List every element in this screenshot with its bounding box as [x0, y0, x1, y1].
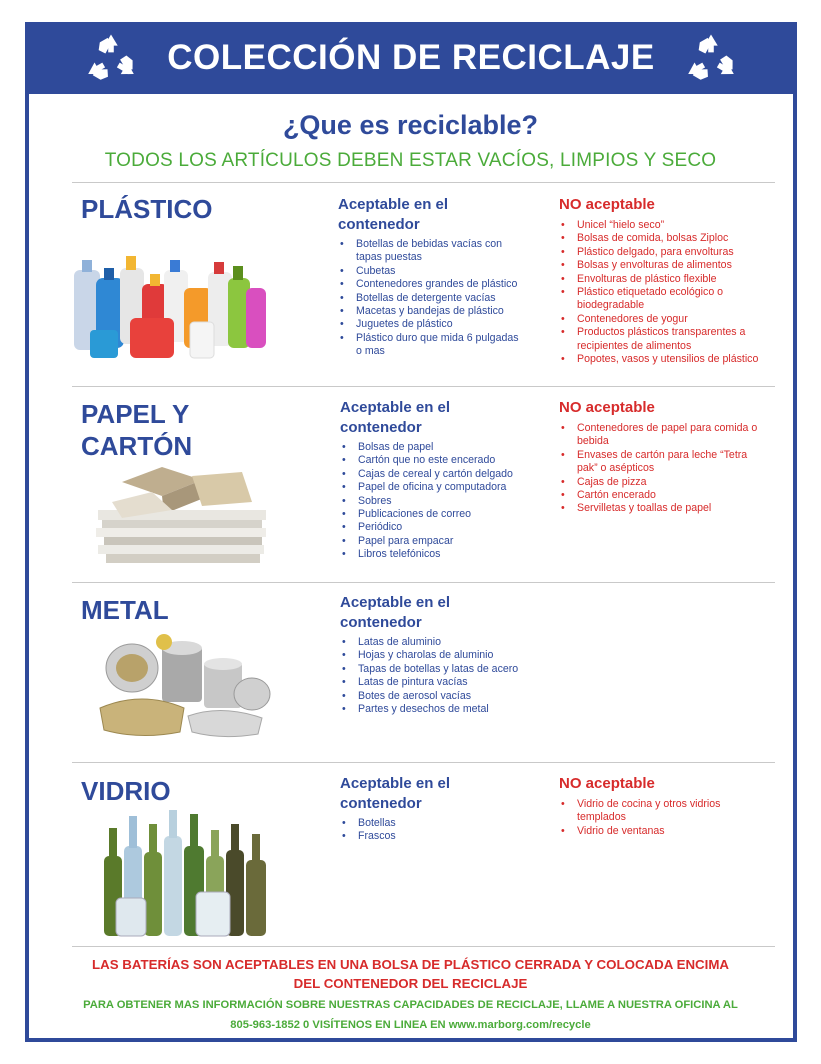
- list-item: • Plástico duro que mida 6 pulgadas o mas: [338, 332, 520, 359]
- subtitle: ¿Que es reciclable?: [282, 110, 539, 140]
- contact-line: PARA OBTENER MAS INFORMACIÓN SOBRE NUESTRAS CAPACIDADES DE RECICLAJE, LLAME A NUESTRA OFICINA AL: [83, 999, 738, 1011]
- recycle-icon: [683, 30, 739, 86]
- recycle-icon: [83, 30, 139, 86]
- list-item: • Macetas y bandejas de plástico: [338, 305, 520, 318]
- list-item: • Libros telefónicos: [340, 548, 522, 561]
- acceptable-list-vidrio: [340, 817, 522, 844]
- list-item: • Papel para empacar: [340, 535, 522, 548]
- contact-line: 805-963-1852 0 VISÍTENOS EN LINEA EN www.marborg.com/recycle: [230, 1019, 591, 1031]
- list-item: • Envolturas de plástico flexible: [559, 273, 759, 286]
- list-item: • Botellas de detergente vacías: [338, 292, 520, 305]
- list-item: • Papel de oficina y computadora: [340, 481, 522, 494]
- acceptable-heading: Aceptable en el contenedor: [340, 594, 451, 631]
- list-item: • Latas de aluminio: [340, 636, 522, 649]
- batteries-line: LAS BATERÍAS SON ACEPTABLES EN UNA BOLSA DE PLÁSTICO CERRADA Y COLOCADA ENCIMA: [91, 957, 730, 972]
- list-item: • Vidrio de ventanas: [559, 825, 759, 838]
- not-acceptable-list-vidrio: [559, 798, 759, 838]
- not-acceptable-heading: NO aceptable: [559, 775, 655, 792]
- list-item: • Plástico etiquetado ecológico o biodegradable: [559, 286, 759, 313]
- list-item: • Vidrio de cocina y otros vidrios templados: [559, 798, 759, 825]
- divider: [72, 386, 775, 387]
- page-title: COLECCIÓN DE RECICLAJE: [167, 38, 655, 77]
- plastic-containers-image: [70, 248, 270, 366]
- list-item: • Publicaciones de correo: [340, 508, 522, 521]
- list-item: • Productos plásticos transparentes a recipientes de alimentos: [559, 326, 759, 353]
- list-item: • Cartón encerado: [559, 489, 759, 502]
- section-title-line: CARTÓN: [81, 431, 193, 461]
- not-acceptable-heading: NO aceptable: [559, 399, 655, 416]
- list-item: • Botellas: [340, 817, 522, 830]
- list-item: • Bolsas y envolturas de alimentos: [559, 259, 759, 272]
- section-title-metal: METAL: [81, 595, 169, 625]
- not-acceptable-list-papel: [559, 422, 759, 516]
- list-item: • Sobres: [340, 495, 522, 508]
- list-item: • Tapas de botellas y latas de acero: [340, 663, 522, 676]
- list-item: • Contenedores de papel para comida o bebida: [559, 422, 759, 449]
- acceptable-list-metal: [340, 636, 522, 716]
- list-item: • Frascos: [340, 830, 522, 843]
- list-item: • Juguetes de plástico: [338, 318, 520, 331]
- contact-info: [40, 995, 781, 1035]
- list-item: • Cartón que no este encerado: [340, 454, 522, 467]
- acceptable-heading: Aceptable en el contenedor: [340, 399, 451, 436]
- tagline: TODOS LOS ARTÍCULOS DEBEN ESTAR VACÍOS, LIMPIOS Y SECO: [104, 150, 717, 171]
- section-title-papel: [81, 398, 192, 462]
- acceptable-list-papel: [340, 441, 522, 562]
- not-acceptable-heading: NO aceptable: [559, 196, 655, 213]
- list-item: • Envases de cartón para leche “Tetra pak” o asépticos: [559, 449, 759, 476]
- header-banner: [25, 22, 797, 94]
- divider: [72, 582, 775, 583]
- list-item: • Botellas de bebidas vacías con tapas puestas: [338, 238, 520, 265]
- list-item: • Cajas de pizza: [559, 476, 759, 489]
- list-item: • Bolsas de papel: [340, 441, 522, 454]
- acceptable-heading: Aceptable en el contenedor: [340, 775, 451, 812]
- list-item: • Bolsas de comida, bolsas Ziploc: [559, 232, 759, 245]
- list-item: • Plástico delgado, para envolturas: [559, 246, 759, 259]
- batteries-line: DEL CONTENEDOR DEL RECICLAJE: [293, 976, 528, 991]
- not-acceptable-list-plastico: [559, 219, 759, 366]
- list-item: • Contenedores grandes de plástico: [338, 278, 520, 291]
- list-item: • Botes de aerosol vacías: [340, 690, 522, 703]
- list-item: • Popotes, vasos y utensilios de plástico: [559, 353, 759, 366]
- acceptable-list-plastico: [338, 238, 520, 359]
- list-item: • Periódico: [340, 521, 522, 534]
- divider: [72, 762, 775, 763]
- divider: [72, 946, 775, 947]
- list-item: • Cubetas: [338, 265, 520, 278]
- acceptable-heading: Aceptable en el contenedor: [338, 196, 449, 233]
- batteries-notice: [40, 955, 781, 993]
- list-item: • Servilletas y toallas de papel: [559, 502, 759, 515]
- section-title-vidrio: VIDRIO: [81, 776, 171, 806]
- divider: [72, 182, 775, 183]
- list-item: • Hojas y charolas de aluminio: [340, 649, 522, 662]
- paper-cardboard-image: [92, 462, 272, 572]
- list-item: • Unicel “hielo seco”: [559, 219, 759, 232]
- list-item: • Latas de pintura vacías: [340, 676, 522, 689]
- glass-bottles-image: [96, 806, 276, 940]
- section-title-line: PAPEL Y: [81, 399, 190, 429]
- list-item: • Partes y desechos de metal: [340, 703, 522, 716]
- metal-cans-image: [92, 628, 277, 740]
- section-title-plastico: PLÁSTICO: [81, 194, 213, 224]
- list-item: • Cajas de cereal y cartón delgado: [340, 468, 522, 481]
- list-item: • Contenedores de yogur: [559, 313, 759, 326]
